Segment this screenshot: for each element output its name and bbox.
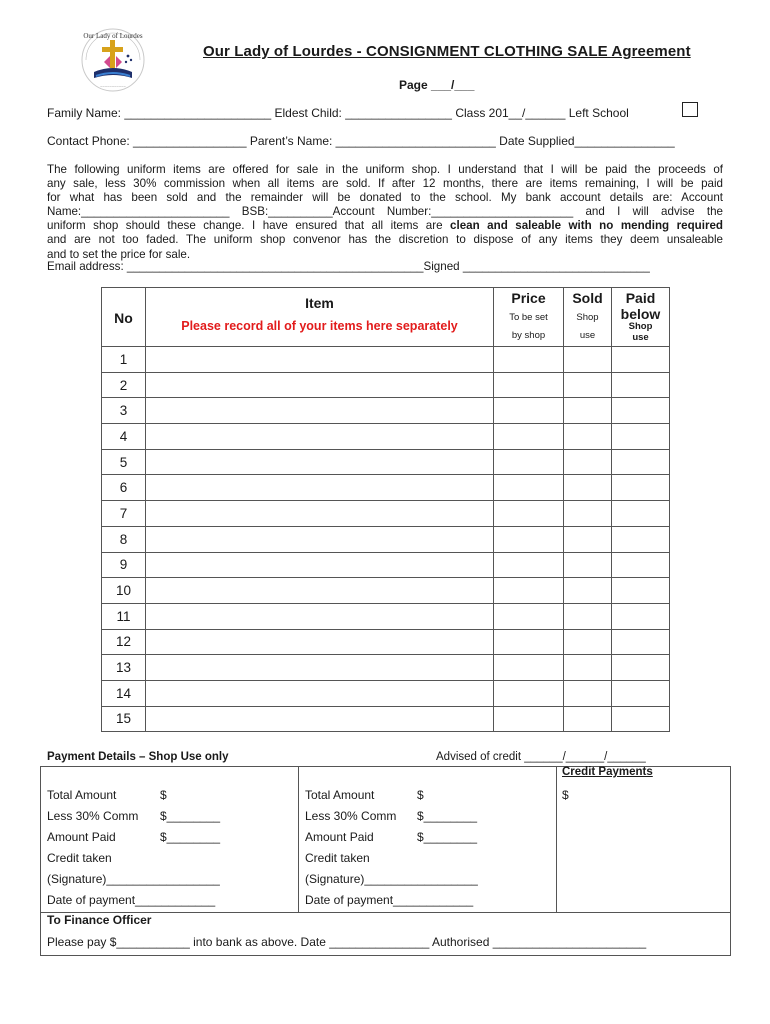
header-item-label: Item — [305, 295, 334, 311]
item-cell[interactable] — [146, 449, 494, 475]
paid-cell[interactable] — [612, 449, 670, 475]
form-title: Our Lady of Lourdes - CONSIGNMENT CLOTHING SALE Agreement — [203, 43, 691, 60]
paid-cell[interactable] — [612, 603, 670, 629]
table-row — [102, 424, 670, 450]
table-row — [102, 449, 670, 475]
header-price — [494, 288, 564, 347]
sold-cell[interactable] — [564, 655, 612, 681]
row-number: 7 — [102, 501, 146, 527]
agreement-line: The following uniform items are offered for sale in the uniform shop. I understand that I will be paid the proceeds of — [47, 163, 723, 176]
agreement-line: any sale, less 30% commission when all items are sold. If after 12 months, there are items remaining, I will be paid — [47, 177, 723, 191]
header-sold-sub: use — [579, 330, 596, 341]
price-cell[interactable] — [494, 449, 564, 475]
paid-cell[interactable] — [612, 501, 670, 527]
price-cell[interactable] — [494, 347, 564, 373]
header-item — [146, 288, 494, 347]
total-amount-label: Total Amount — [305, 788, 375, 802]
sold-cell[interactable] — [564, 629, 612, 655]
finance-officer-line[interactable]: Please pay $___________ into bank as above. Date _______________ Authorised _______________________ — [47, 935, 647, 949]
header-price-sub: by shop — [511, 330, 546, 341]
sold-cell[interactable] — [564, 347, 612, 373]
total-amount-field[interactable]: $ — [160, 788, 167, 802]
paid-cell[interactable] — [612, 475, 670, 501]
paid-cell[interactable] — [612, 655, 670, 681]
header-item-note: Please record all of your items here separately — [181, 319, 458, 333]
item-cell[interactable] — [146, 475, 494, 501]
svg-text:~~~~~~~~~~~: ~~~~~~~~~~~ — [100, 84, 126, 89]
sold-cell[interactable] — [564, 578, 612, 604]
table-row — [102, 655, 670, 681]
family-details-line[interactable]: Family Name: ______________________ Eldest Child: ________________ Class 201__/______ Left School — [47, 106, 629, 120]
table-row — [102, 629, 670, 655]
divider — [298, 767, 299, 912]
item-cell[interactable] — [146, 680, 494, 706]
less-comm-field[interactable]: $________ — [160, 809, 221, 823]
agreement-line: and to set the price for sale. — [47, 247, 191, 261]
credit-taken-label: Credit taken — [47, 851, 112, 865]
less-comm-label: Less 30% Comm — [305, 809, 397, 823]
less-comm-field[interactable]: $________ — [417, 809, 478, 823]
price-cell[interactable] — [494, 629, 564, 655]
paid-cell[interactable] — [612, 372, 670, 398]
items-table — [101, 287, 670, 732]
header-sold-sub: Shop — [576, 312, 599, 323]
item-cell[interactable] — [146, 629, 494, 655]
row-number: 5 — [102, 449, 146, 475]
credit-payments-heading: Credit Payments — [562, 766, 653, 778]
item-cell[interactable] — [146, 372, 494, 398]
header-price-sub: To be set — [509, 312, 548, 323]
credit-taken-label: Credit taken — [305, 851, 370, 865]
price-cell[interactable] — [494, 398, 564, 424]
agreement-paragraph — [47, 163, 723, 262]
price-cell[interactable] — [494, 424, 564, 450]
amount-paid-field[interactable]: $________ — [417, 830, 478, 844]
row-number: 3 — [102, 398, 146, 424]
item-cell[interactable] — [146, 578, 494, 604]
header-paid-sub: Shop — [628, 321, 653, 332]
header-no: No — [102, 288, 146, 347]
table-row — [102, 680, 670, 706]
amount-paid-label: Amount Paid — [305, 830, 374, 844]
price-cell[interactable] — [494, 680, 564, 706]
item-cell[interactable] — [146, 706, 494, 732]
table-row — [102, 578, 670, 604]
payment-details-title: Payment Details – Shop Use only — [47, 751, 229, 763]
row-number: 2 — [102, 372, 146, 398]
school-logo — [80, 26, 146, 94]
row-number: 6 — [102, 475, 146, 501]
paid-cell[interactable] — [612, 680, 670, 706]
row-number: 10 — [102, 578, 146, 604]
sold-cell[interactable] — [564, 424, 612, 450]
price-cell[interactable] — [494, 706, 564, 732]
header-paid — [612, 288, 670, 347]
price-cell[interactable] — [494, 603, 564, 629]
row-number: 4 — [102, 424, 146, 450]
total-amount-label: Total Amount — [47, 788, 117, 802]
item-rows — [102, 347, 670, 732]
sold-cell[interactable] — [564, 398, 612, 424]
table-header-row — [102, 288, 670, 347]
table-row — [102, 526, 670, 552]
row-number: 11 — [102, 603, 146, 629]
paid-cell[interactable] — [612, 398, 670, 424]
agreement-line: and are not too faded. The uniform shop convenor has the discretion to dispose of any items they deem unsaleable — [47, 233, 723, 247]
sold-cell[interactable] — [564, 552, 612, 578]
sold-cell[interactable] — [564, 680, 612, 706]
table-row — [102, 706, 670, 732]
table-row — [102, 398, 670, 424]
left-school-checkbox[interactable] — [682, 102, 698, 117]
sold-cell[interactable] — [564, 706, 612, 732]
header-paid-sub: use — [632, 331, 649, 343]
paid-cell[interactable] — [612, 552, 670, 578]
item-cell[interactable] — [146, 398, 494, 424]
table-row — [102, 552, 670, 578]
sold-cell[interactable] — [564, 449, 612, 475]
header-paid-label2: below — [620, 306, 661, 322]
agreement-line: for what has been sold and the remainder will be donated to the school. My bank account details are: Account — [47, 191, 723, 205]
amount-paid-field[interactable]: $________ — [160, 830, 221, 844]
agreement-bold-text: clean and saleable with no mending required — [450, 219, 723, 233]
sold-cell[interactable] — [564, 475, 612, 501]
signature-field[interactable]: (Signature)_________________ — [47, 872, 220, 886]
agreement-text: uniform shop should these change. I have ensured that all items are — [47, 219, 451, 233]
item-cell[interactable] — [146, 655, 494, 681]
sold-cell[interactable] — [564, 372, 612, 398]
signature-field[interactable]: (Signature)_________________ — [305, 872, 478, 886]
paid-cell[interactable] — [612, 629, 670, 655]
price-cell[interactable] — [494, 501, 564, 527]
credit-payments-field[interactable]: $ — [562, 788, 569, 802]
date-of-payment-field[interactable]: Date of payment____________ — [47, 893, 216, 907]
sold-cell[interactable] — [564, 501, 612, 527]
header-sold — [564, 288, 612, 347]
paid-cell[interactable] — [612, 526, 670, 552]
date-of-payment-field[interactable]: Date of payment____________ — [305, 893, 474, 907]
item-cell[interactable] — [146, 424, 494, 450]
agreement-line[interactable]: Name:_______________________ BSB:__________Account Number:______________________ and I will advise the — [47, 205, 723, 219]
row-number: 1 — [102, 347, 146, 373]
table-row — [102, 347, 670, 373]
agreement-line — [47, 219, 723, 233]
less-comm-label: Less 30% Comm — [47, 809, 139, 823]
logo-text: Our Lady of Lourdes — [83, 32, 143, 40]
advised-of-credit-field[interactable]: Advised of credit ______/______/______ — [436, 751, 646, 763]
email-signature-line[interactable]: Email address: ______________________________________________Signed _____________________________ — [47, 260, 650, 273]
paid-cell[interactable] — [612, 706, 670, 732]
paid-cell[interactable] — [612, 578, 670, 604]
item-cell[interactable] — [146, 552, 494, 578]
price-cell[interactable] — [494, 655, 564, 681]
price-cell[interactable] — [494, 372, 564, 398]
sold-cell[interactable] — [564, 526, 612, 552]
row-number: 14 — [102, 680, 146, 706]
divider — [556, 767, 557, 912]
sold-cell[interactable] — [564, 603, 612, 629]
item-cell[interactable] — [146, 347, 494, 373]
row-number: 15 — [102, 706, 146, 732]
paid-cell[interactable] — [612, 347, 670, 373]
row-number: 12 — [102, 629, 146, 655]
item-cell[interactable] — [146, 603, 494, 629]
amount-paid-label: Amount Paid — [47, 830, 116, 844]
header-price-label: Price — [511, 290, 546, 306]
item-cell[interactable] — [146, 501, 494, 527]
table-row — [102, 475, 670, 501]
total-amount-field[interactable]: $ — [417, 788, 424, 802]
price-cell[interactable] — [494, 552, 564, 578]
item-cell[interactable] — [146, 526, 494, 552]
price-cell[interactable] — [494, 475, 564, 501]
paid-cell[interactable] — [612, 424, 670, 450]
contact-details-line[interactable]: Contact Phone: _________________ Parent’s Name: ________________________ Date Supplied_______________ — [47, 134, 675, 148]
price-cell[interactable] — [494, 578, 564, 604]
table-row — [102, 603, 670, 629]
row-number: 13 — [102, 655, 146, 681]
header-sold-label: Sold — [572, 290, 603, 306]
table-row — [102, 501, 670, 527]
row-number: 9 — [102, 552, 146, 578]
price-cell[interactable] — [494, 526, 564, 552]
header-paid-label: Paid — [625, 290, 656, 306]
finance-officer-title: To Finance Officer — [47, 913, 152, 927]
table-row — [102, 372, 670, 398]
payment-box — [40, 766, 731, 956]
page-number-field[interactable]: Page ___/___ — [399, 78, 475, 92]
row-number: 8 — [102, 526, 146, 552]
